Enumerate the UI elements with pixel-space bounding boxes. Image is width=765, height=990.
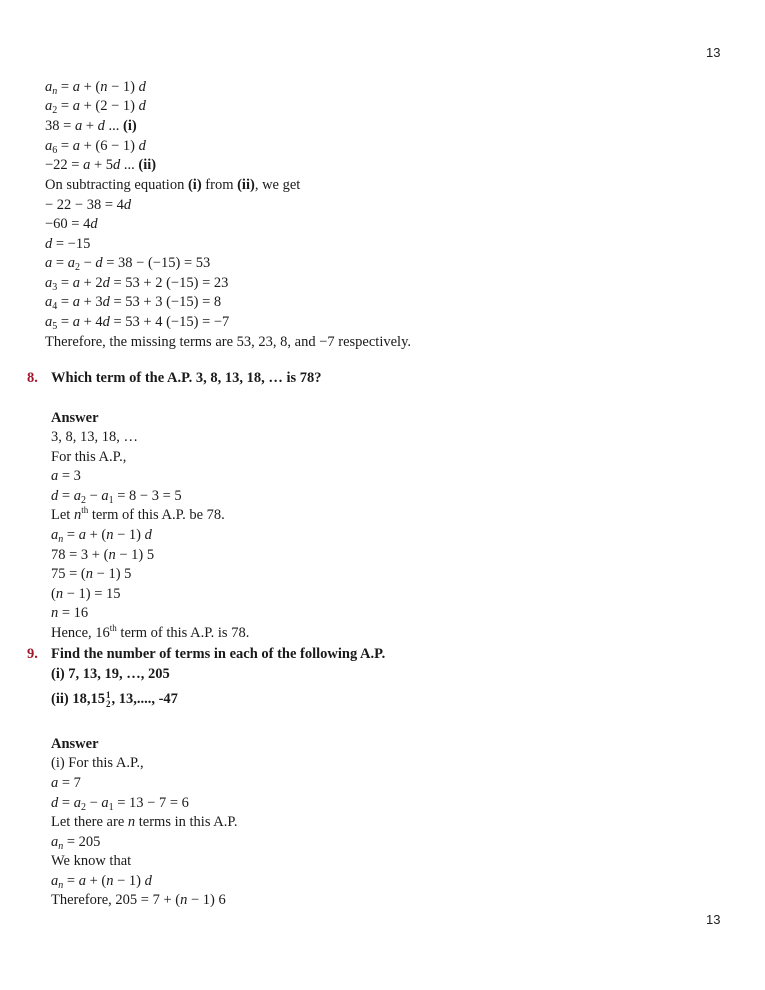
answer-line: (i) For this A.P., <box>51 755 144 771</box>
solution-line: $a_5 = a + 4d = 53 + 4$ (−15) = −7 <box>45 314 230 332</box>
answer-line: Hence, 16th term of this A.P. is 78. <box>51 623 250 641</box>
question-text: Find the number of terms in each of the following A.P. <box>51 646 386 662</box>
answer-line: (n − 1) = 15 <box>51 586 121 602</box>
solution-line: − 22 − 38 = 4d <box>45 197 132 213</box>
solution-line: On subtracting equation (i) from (ii), we get <box>45 177 301 193</box>
question-part-ii: (ii) 18,15 1 2 , 13,...., -47 <box>51 689 178 709</box>
page-number-bottom: 13 <box>706 912 721 927</box>
solution-conclusion: Therefore, the missing terms are 53, 23, 8, and −7 respectively. <box>45 334 411 350</box>
answer-line: $a_n = a + (n - 1)$ d <box>51 527 152 545</box>
answer-line: a = 3 <box>51 468 81 484</box>
solution-line: $a_3 = a + 2d = 53 + 2$ (−15) = 23 <box>45 275 229 293</box>
answer-line: $a_n = 205$ <box>51 834 101 852</box>
answer-line: $d = a_2 - a_1 = 8 - 3 = 5$ <box>51 488 182 506</box>
solution-line: 38 = a + d ... (i) <box>45 118 137 134</box>
answer-heading: Answer <box>51 736 99 752</box>
question-number: 9. <box>27 646 38 662</box>
solution-line: −22 = a + 5d ... (ii) <box>45 157 157 173</box>
answer-line: 78 = 3 + (n − 1) 5 <box>51 547 155 563</box>
solution-line: $a_n = a + (n - 1)$ d <box>45 79 146 97</box>
answer-line: For this A.P., <box>51 449 127 465</box>
question-part-i: (i) 7, 13, 19, …, 205 <box>51 666 170 682</box>
answer-line: a = 7 <box>51 775 81 791</box>
question-text: Which term of the A.P. 3, 8, 13, 18, … is 78? <box>51 370 322 386</box>
solution-line: −60 = 4d <box>45 216 98 232</box>
fraction-one-half: 1 2 <box>105 689 111 709</box>
answer-line: n = 16 <box>51 605 89 621</box>
solution-line: $a = a_2 - d = 38 - (-15) = 53$ <box>45 255 211 273</box>
page-number-top: 13 <box>706 45 721 60</box>
answer-heading: Answer <box>51 410 99 426</box>
answer-line: We know that <box>51 853 132 869</box>
solution-line: d = −15 <box>45 236 91 252</box>
solution-line: $a_4 = a + 3d = 53 + 3$ (−15) = 8 <box>45 294 222 312</box>
answer-line: $d = a_2 - a_1 = 13 - 7 = 6$ <box>51 795 189 813</box>
answer-line: Let there are n terms in this A.P. <box>51 814 238 830</box>
question-number: 8. <box>27 370 38 386</box>
answer-line: $a_n = a + (n - 1)$ d <box>51 873 152 891</box>
answer-line: 3, 8, 13, 18, … <box>51 429 138 445</box>
solution-line: $a_6 = a + (6 - 1)$ d <box>45 138 146 156</box>
solution-line: $a_2 = a + (2 - 1)$ d <box>45 98 146 116</box>
answer-line: Let $n^{th}$ term of this A.P. be 78. <box>51 505 225 523</box>
answer-line: 75 = (n − 1) 5 <box>51 566 132 582</box>
answer-line: Therefore, 205 = 7 + (n − 1) 6 <box>51 892 226 908</box>
